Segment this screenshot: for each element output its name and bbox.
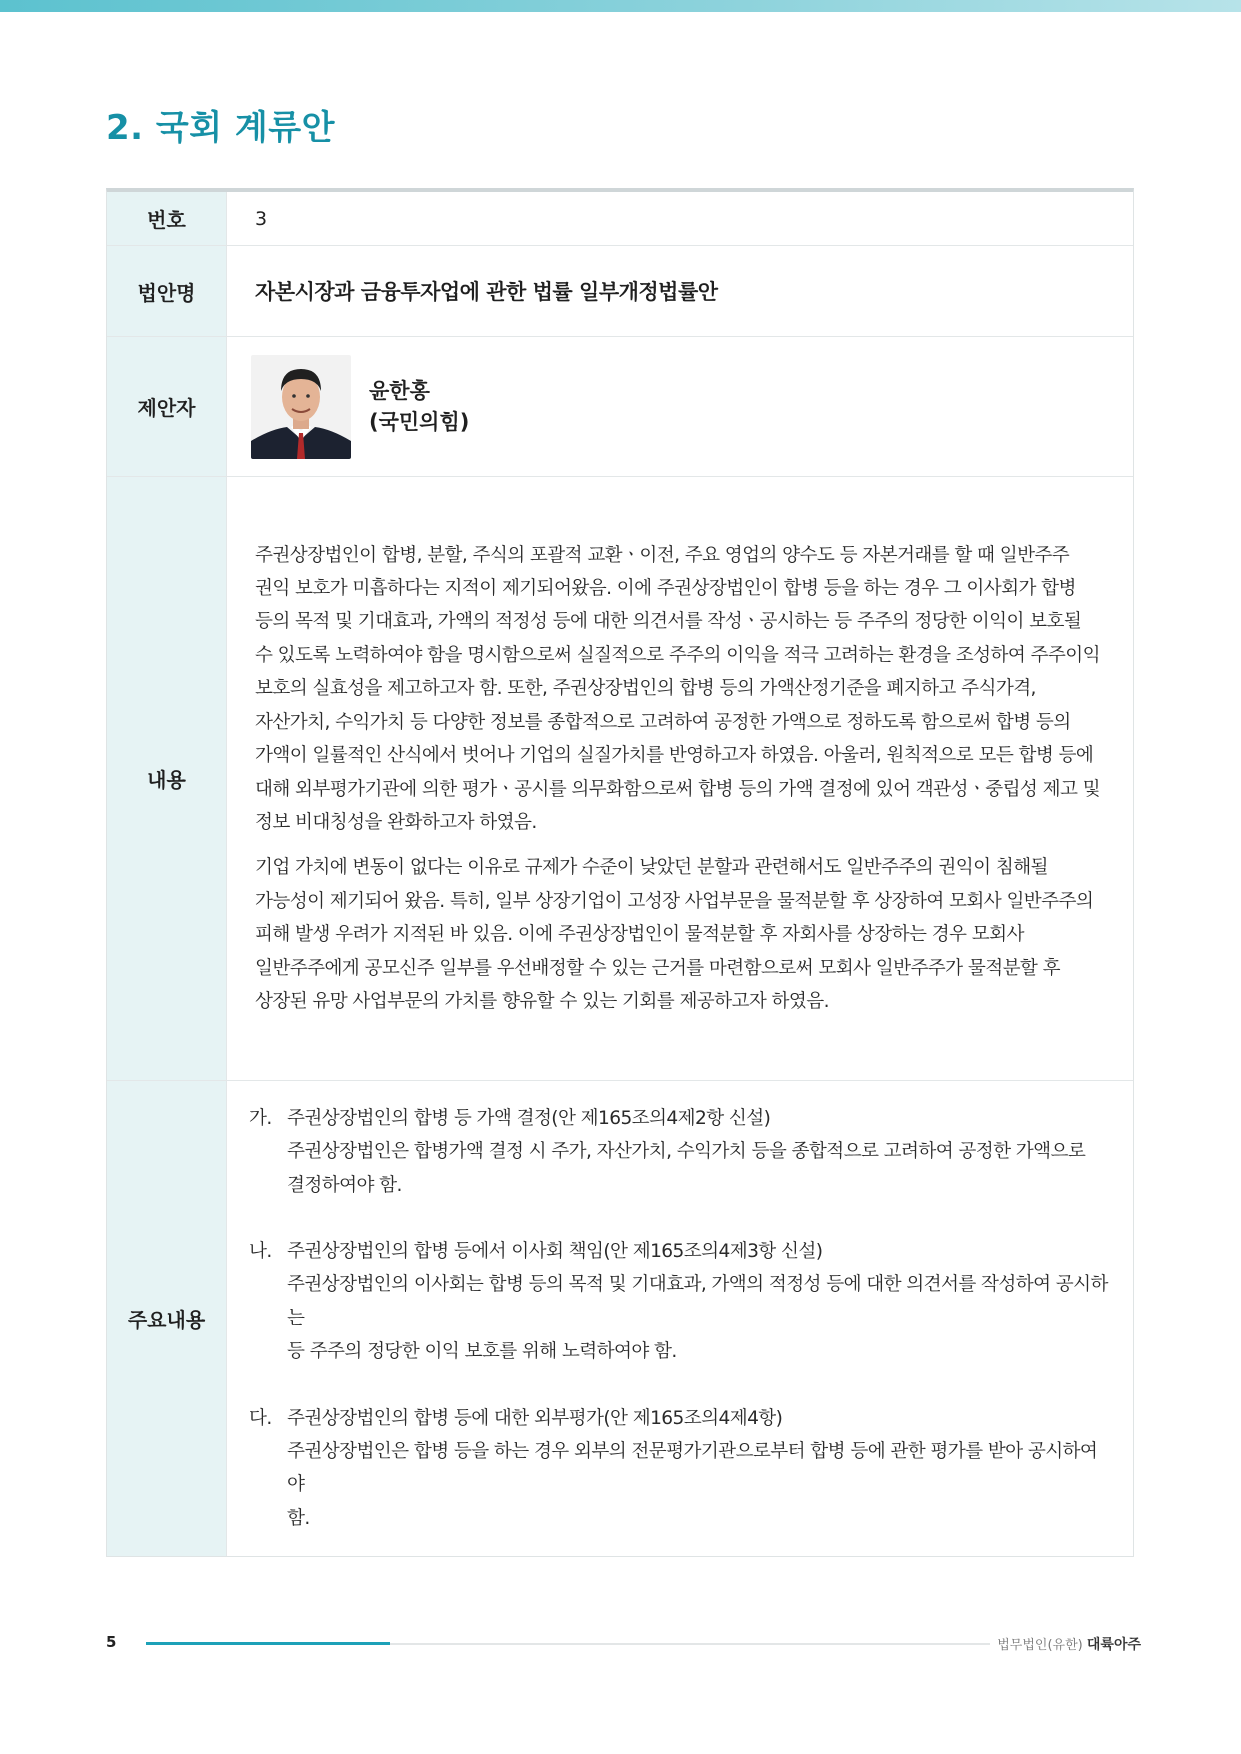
main-item [249, 1102, 1085, 1202]
main-item-mark: 다. [249, 1407, 272, 1429]
content-paragraph [255, 851, 1093, 1018]
main-item-line: 함. [287, 1507, 310, 1529]
bill-info-table [106, 188, 1134, 1557]
content-line: 주권상장법인이 합병, 분할, 주식의 포괄적 교환ㆍ이전, 주요 영업의 양수도 등 자본거래를 할 때 일반주주 [255, 544, 1070, 566]
row-number [107, 192, 1133, 246]
content-body [227, 477, 1133, 1080]
main-item-body [287, 1402, 1111, 1536]
main-item-mark: 가. [249, 1107, 272, 1129]
content-line: 보호의 실효성을 제고하고자 함. 또한, 주권상장법인의 합병 등의 가액산정기준을 폐지하고 주식가격, [255, 678, 1036, 700]
main-item-line: 결정하여야 함. [287, 1174, 402, 1196]
main-item-mark: 나. [249, 1240, 272, 1262]
content-line: 가능성이 제기되어 왔음. 특히, 일부 상장기업이 고성장 사업부문을 물적분할 후 상장하여 모회사 일반주주의 [255, 890, 1094, 912]
page-number: 5 [106, 1633, 117, 1651]
content-line: 자산가치, 수익가치 등 다양한 정보를 종합적으로 고려하여 공정한 가액으로 정하도록 함으로써 합병 등의 [255, 711, 1071, 733]
content-line: 피해 발생 우려가 지적된 바 있음. 이에 주권상장법인이 물적분할 후 자회사를 상장하는 경우 모회사 [255, 924, 1024, 946]
proposer-name: 윤한홍 [369, 378, 430, 403]
content-line: 상장된 유망 사업부문의 가치를 향유할 수 있는 기회를 제공하고자 하였음. [255, 990, 829, 1012]
firm-prefix: 법무법인(유한) [997, 1638, 1083, 1653]
content-line: 등의 목적 및 기대효과, 가액의 적정성 등에 대한 의견서를 작성ㆍ공시하는 등 주주의 정당한 이익이 보호될 [255, 611, 1082, 633]
row-content [107, 477, 1133, 1081]
proposer-photo [251, 355, 351, 459]
main-item-body [287, 1235, 1111, 1369]
main-item-line: 등 주주의 정당한 이익 보호를 위해 노력하여야 함. [287, 1341, 677, 1363]
bill-name: 자본시장과 금융투자업에 관한 법률 일부개정법률안 [255, 280, 718, 304]
bill-number: 3 [255, 207, 268, 230]
label-proposer: 제안자 [107, 337, 227, 476]
row-bill-name [107, 246, 1133, 337]
main-item [249, 1402, 1111, 1536]
main-item-line: 주권상장법인은 합병가액 결정 시 주가, 자산가치, 수익가치 등을 종합적으로 고려하여 공정한 가액으로 [287, 1141, 1086, 1163]
main-item-heading: 주권상장법인의 합병 등에서 이사회 책임(안 제165조의4제3항 신설) [287, 1240, 823, 1262]
label-number: 번호 [107, 192, 227, 245]
content-line: 대해 외부평가기관에 의한 평가ㆍ공시를 의무화함으로써 합병 등의 가액 결정에 있어 객관성ㆍ중립성 제고 및 [255, 778, 1100, 800]
section-title: 2. 국회 계류안 [106, 108, 335, 148]
label-content: 내용 [107, 477, 227, 1080]
firm-name [997, 1634, 1141, 1654]
row-proposer [107, 337, 1133, 477]
label-main-content: 주요내용 [107, 1081, 227, 1556]
top-accent-bar [0, 0, 1241, 12]
content-paragraph [255, 539, 1100, 840]
label-bill-name: 법안명 [107, 246, 227, 336]
main-item-heading: 주권상장법인의 합병 등 가액 결정(안 제165조의4제2항 신설) [287, 1107, 771, 1129]
main-item [249, 1235, 1111, 1369]
content-line: 수 있도록 노력하여야 함을 명시함으로써 실질적으로 주주의 이익을 적극 고려하는 환경을 조성하여 주주이익 [255, 644, 1100, 666]
proposer-info [369, 376, 469, 438]
content-line: 정보 비대칭성을 완화하고자 하였음. [255, 811, 537, 833]
main-item-line: 주권상장법인의 이사회는 합병 등의 목적 및 기대효과, 가액의 적정성 등에 대한 의견서를 작성하여 공시하는 [287, 1274, 1108, 1329]
main-item-body [287, 1102, 1085, 1202]
content-line: 가액이 일률적인 산식에서 벗어나 기업의 실질가치를 반영하고자 하였음. 아울러, 원칙적으로 모든 합병 등에 [255, 745, 1094, 767]
footer-divider-accent [146, 1642, 390, 1645]
content-line: 권익 보호가 미흡하다는 지적이 제기되어왔음. 이에 주권상장법인이 합병 등을 하는 경우 그 이사회가 합병 [255, 578, 1076, 600]
main-item-heading: 주권상장법인의 합병 등에 대한 외부평가(안 제165조의4제4항) [287, 1407, 783, 1429]
main-content-body [227, 1081, 1133, 1556]
firm-title: 대륙아주 [1086, 1637, 1141, 1653]
main-item-line: 주권상장법인은 합병 등을 하는 경우 외부의 전문평가기관으로부터 합병 등에 관한 평가를 받아 공시하여야 [287, 1441, 1098, 1496]
content-line: 기업 가치에 변동이 없다는 이유로 규제가 수준이 낮았던 분할과 관련해서도 일반주주의 권익이 침해될 [255, 857, 1048, 879]
content-line: 일반주주에게 공모신주 일부를 우선배정할 수 있는 근거를 마련함으로써 모회사 일반주주가 물적분할 후 [255, 957, 1060, 979]
proposer-party: (국민의힘) [369, 409, 470, 434]
row-main-content [107, 1081, 1133, 1556]
